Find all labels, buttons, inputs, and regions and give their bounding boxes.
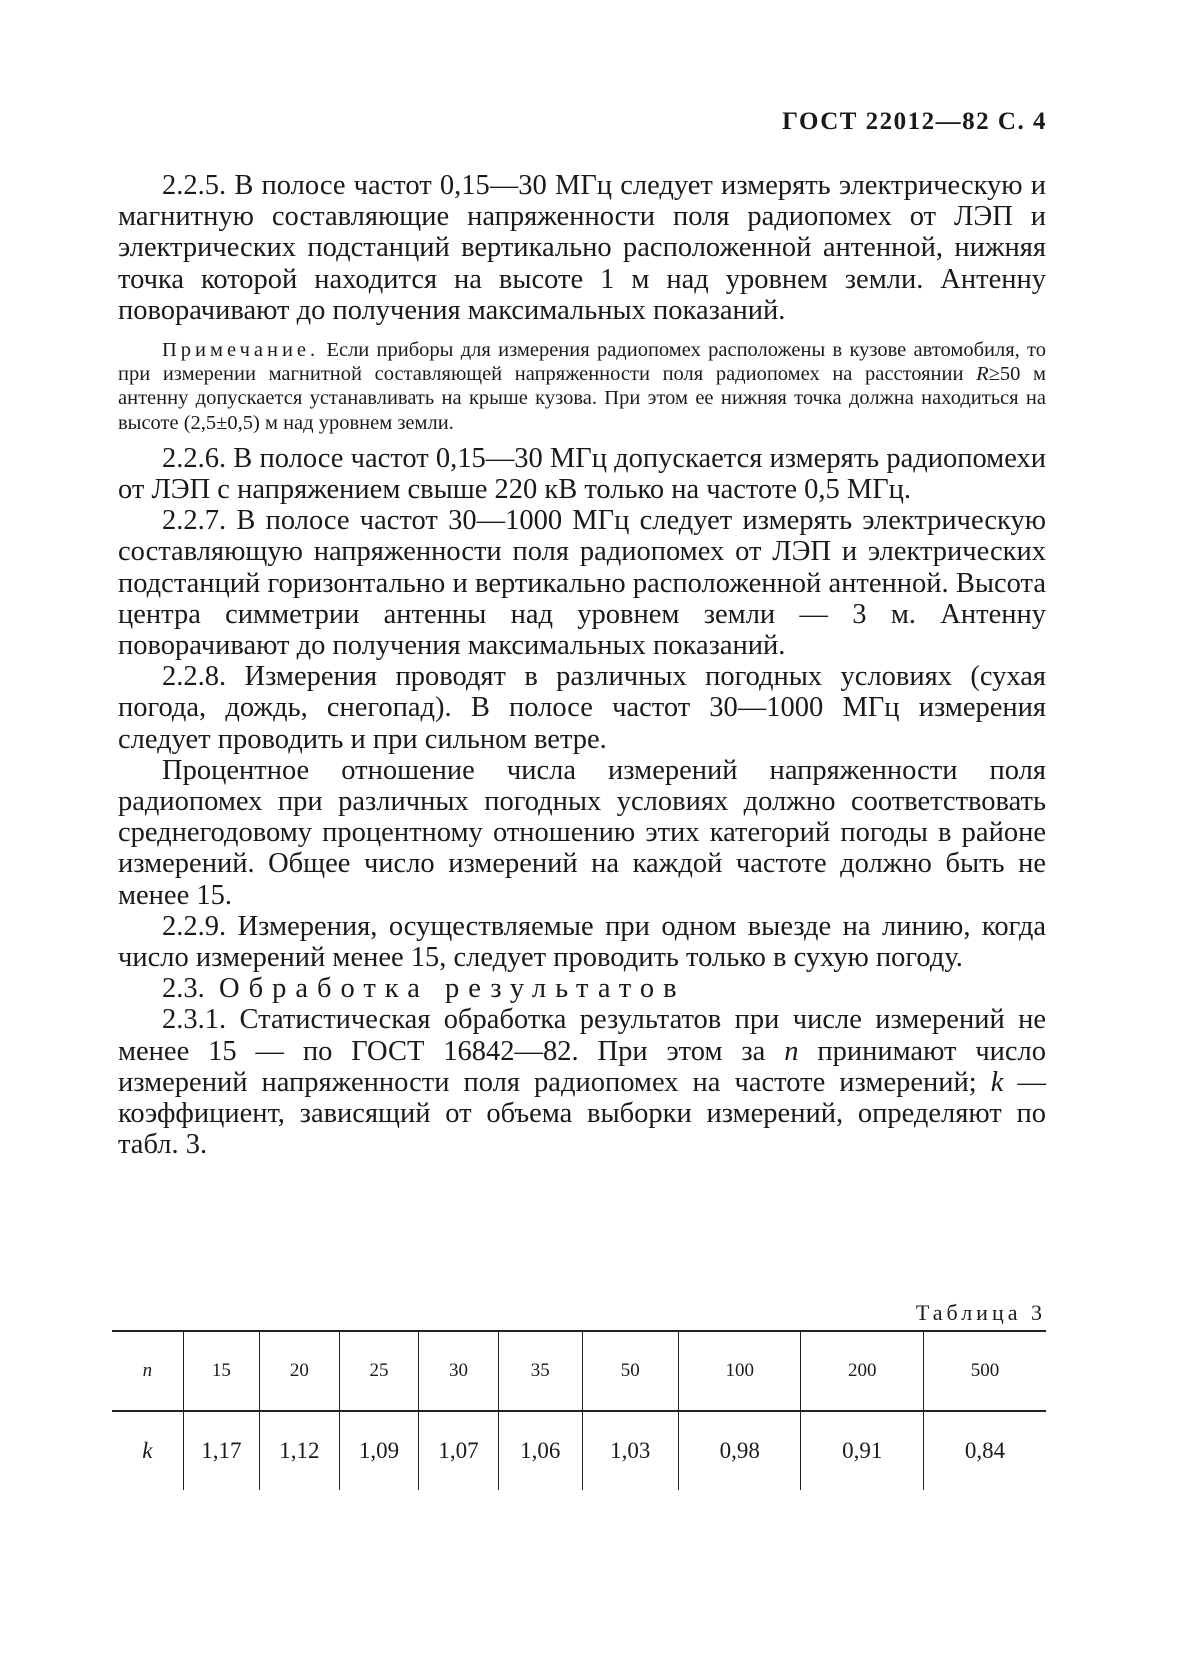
p231-text-b: принимают число измерений напряженности поля радиопомех на частоте измерений;	[118, 1035, 1047, 1098]
row-label-k: k	[142, 1438, 153, 1463]
table-cell-k: 1,09	[339, 1411, 419, 1490]
p231-symbol-n: n	[784, 1035, 799, 1067]
note-text-a: Если приборы для измерения радиопомех расположены в кузове автомобиля, то при измерении магнитной составляющей напряженности поля радиопомех на расстоянии	[118, 339, 1046, 386]
table-cell-k: 0,84	[923, 1411, 1046, 1490]
table-cell-k: 0,91	[801, 1411, 924, 1490]
table-cell-n: 20	[260, 1331, 340, 1411]
table-cell-k: 1,06	[498, 1411, 582, 1490]
paragraph-2-2-7: 2.2.7. В полосе частот 30—1000 МГц следует измерять электрическую составляющую напряженности поля радиопомех от ЛЭП и электрических подстанций горизонтально и вертикально расположенной антенной. Высота центра симметрии антенны над уровнем земли — 3 м. Антенну поворачивают до получения максимальных показаний.	[118, 505, 1046, 662]
table-cell-n: 15	[183, 1331, 259, 1411]
table-cell-n: 25	[339, 1331, 419, 1411]
p231-text-c: — коэффициент, зависящий от объема выборки измерений, определяют по табл. 3.	[118, 1066, 1046, 1161]
note-symbol-r: R	[976, 363, 989, 386]
table-cell-n: 100	[678, 1331, 801, 1411]
table-title: Таблица 3	[915, 1300, 1046, 1325]
note-label: Примечание.	[162, 339, 320, 362]
note-paragraph	[118, 338, 1046, 435]
table-cell-k: 1,17	[183, 1411, 259, 1490]
section-number: 2.3.	[162, 973, 205, 1005]
table-cell-k: 1,12	[260, 1411, 340, 1490]
note-text-b: ≥50 м антенну допускается устанавливать на крыше кузова. При этом ее нижняя точка должна находиться на высоте (2,5±0,5) м над уровнем земли.	[118, 363, 1046, 434]
p231-symbol-k: k	[990, 1066, 1004, 1098]
paragraph-2-3-1	[118, 1004, 1046, 1160]
paragraph-2-2-8-continued: Процентное отношение числа измерений напряженности поля радиопомех при различных погодных условиях должно соответствовать среднегодовому процентному отношению этих категорий погоды в районе измерений. Общее число измерений на каждой частоте должно быть не менее 15.	[118, 754, 1046, 911]
table-cell-n: 30	[419, 1331, 499, 1411]
paragraph-2-2-6: 2.2.6. В полосе частот 0,15—30 МГц допускается измерять радиопомехи от ЛЭП с напряжением свыше 220 кВ только на частоте 0,5 МГц.	[118, 442, 1046, 506]
table-cell-n: 50	[582, 1331, 678, 1411]
section-heading-2-3	[118, 973, 1046, 1004]
table-cell-n: 200	[801, 1331, 924, 1411]
table-3	[112, 1330, 1046, 1490]
table-row-k	[112, 1411, 1046, 1490]
paragraph-2-2-5: 2.2.5. В полосе частот 0,15—30 МГц следует измерять электрическую и магнитную составляющие напряженности поля радиопомех от ЛЭП и электрических подстанций вертикально расположенной антенной, нижняя точка которой находится на высоте 1 м над уровнем земли. Антенну поворачивают до получения максимальных показаний.	[118, 170, 1046, 326]
paragraph-2-2-9: 2.2.9. Измерения, осуществляемые при одном выезде на линию, когда число измерений менее 15, следует проводить только в сухую погоду.	[118, 910, 1046, 974]
table-cell-n: 500	[923, 1331, 1046, 1411]
table-cell-k: 1,07	[419, 1411, 499, 1490]
table-cell-n: 35	[498, 1331, 582, 1411]
table-cell-k: 1,03	[582, 1411, 678, 1490]
p231-text-a: 2.3.1. Статистическая обработка результатов при числе измерений не менее 15 — по ГОСТ 16842—82. При этом за	[118, 1004, 1046, 1067]
page-header: ГОСТ 22012—82 С. 4	[782, 108, 1047, 135]
row-label-n: n	[112, 1331, 183, 1411]
section-title: Обработка результатов	[219, 973, 686, 1005]
body-text	[118, 170, 1046, 1161]
table-cell-k: 0,98	[678, 1411, 801, 1490]
table-row-n	[112, 1331, 1046, 1411]
paragraph-2-2-8: 2.2.8. Измерения проводят в различных погодных условиях (сухая погода, дождь, снегопад). В полосе частот 30—1000 МГц измерения следует проводить и при сильном ветре.	[118, 661, 1046, 755]
